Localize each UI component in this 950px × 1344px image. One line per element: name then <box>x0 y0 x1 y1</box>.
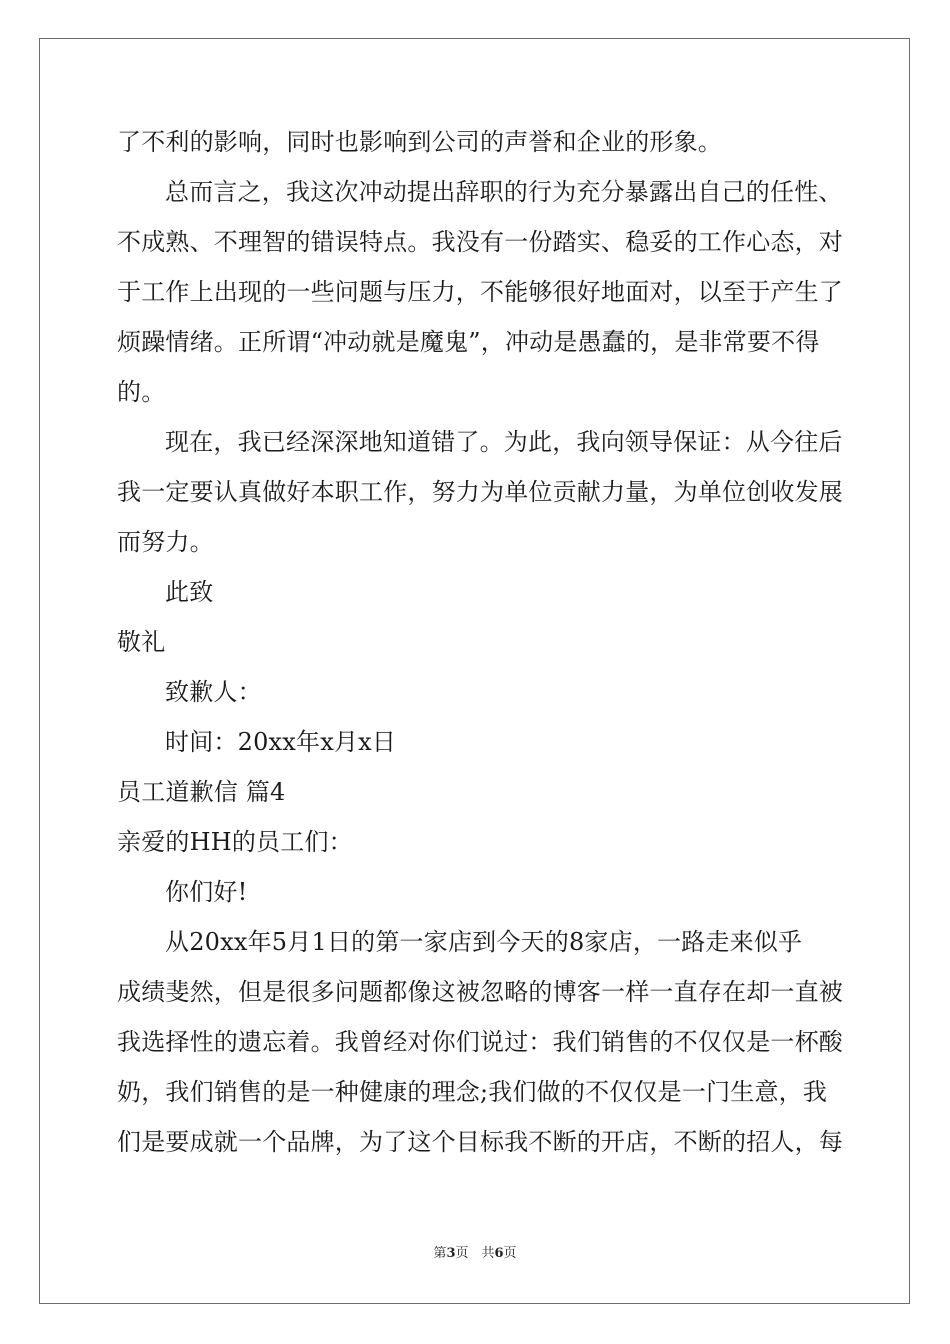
page-footer <box>0 1244 950 1264</box>
text-line: 的。 <box>117 378 166 406</box>
text-line: 烦躁情绪。正所谓“冲动就是魔鬼”，冲动是愚蠢的，是非常要不得 <box>117 328 820 356</box>
page-mid: 页 共 <box>455 1246 495 1261</box>
text-line: 总而言之，我这次冲动提出辞职的行为充分暴露出自己的任性、 <box>165 178 843 206</box>
signature-line: 致歉人： <box>165 678 262 706</box>
text-line: 于工作上出现的一些问题与压力，不能够很好地面对，以至于产生了 <box>117 278 843 306</box>
section-heading: 员工道歉信 篇4 <box>117 778 286 806</box>
text-line: 了不利的影响，同时也影响到公司的声誉和企业的形象。 <box>117 128 722 156</box>
text-line: 奶，我们销售的是一种健康的理念;我们做的不仅仅是一门生意，我 <box>117 1078 828 1106</box>
page-suffix: 页 <box>503 1246 517 1261</box>
closing-regards: 敬礼 <box>117 628 166 656</box>
text-line: 现在，我已经深深地知道错了。为此，我向领导保证：从今往后 <box>165 428 843 456</box>
text-line: 从20xx年5月1日的第一家店到今天的8家店，一路走来似乎 <box>165 928 803 956</box>
closing-salutation: 此致 <box>165 578 214 606</box>
text-line: 不成熟、不理智的错误特点。我没有一份踏实、稳妥的工作心态，对 <box>117 228 843 256</box>
text-line: 而努力。 <box>117 528 214 556</box>
page-prefix: 第 <box>433 1246 447 1261</box>
total-page-number: 6 <box>494 1246 504 1261</box>
text-line: 我选择性的遗忘着。我曾经对你们说过：我们销售的不仅仅是一杯酸 <box>117 1028 843 1056</box>
text-line: 们是要成就一个品牌，为了这个目标我不断的开店，不断的招人，每 <box>117 1128 843 1156</box>
current-page-number: 3 <box>446 1246 456 1261</box>
letter-hello: 你们好! <box>165 878 248 906</box>
text-line: 成绩斐然，但是很多问题都像这被忽略的博客一样一直存在却一直被 <box>117 978 843 1006</box>
date-line: 时间：20xx年x月x日 <box>165 728 397 756</box>
letter-greeting: 亲爱的HH的员工们： <box>117 828 353 856</box>
text-line: 我一定要认真做好本职工作，努力为单位贡献力量，为单位创收发展 <box>117 478 843 506</box>
